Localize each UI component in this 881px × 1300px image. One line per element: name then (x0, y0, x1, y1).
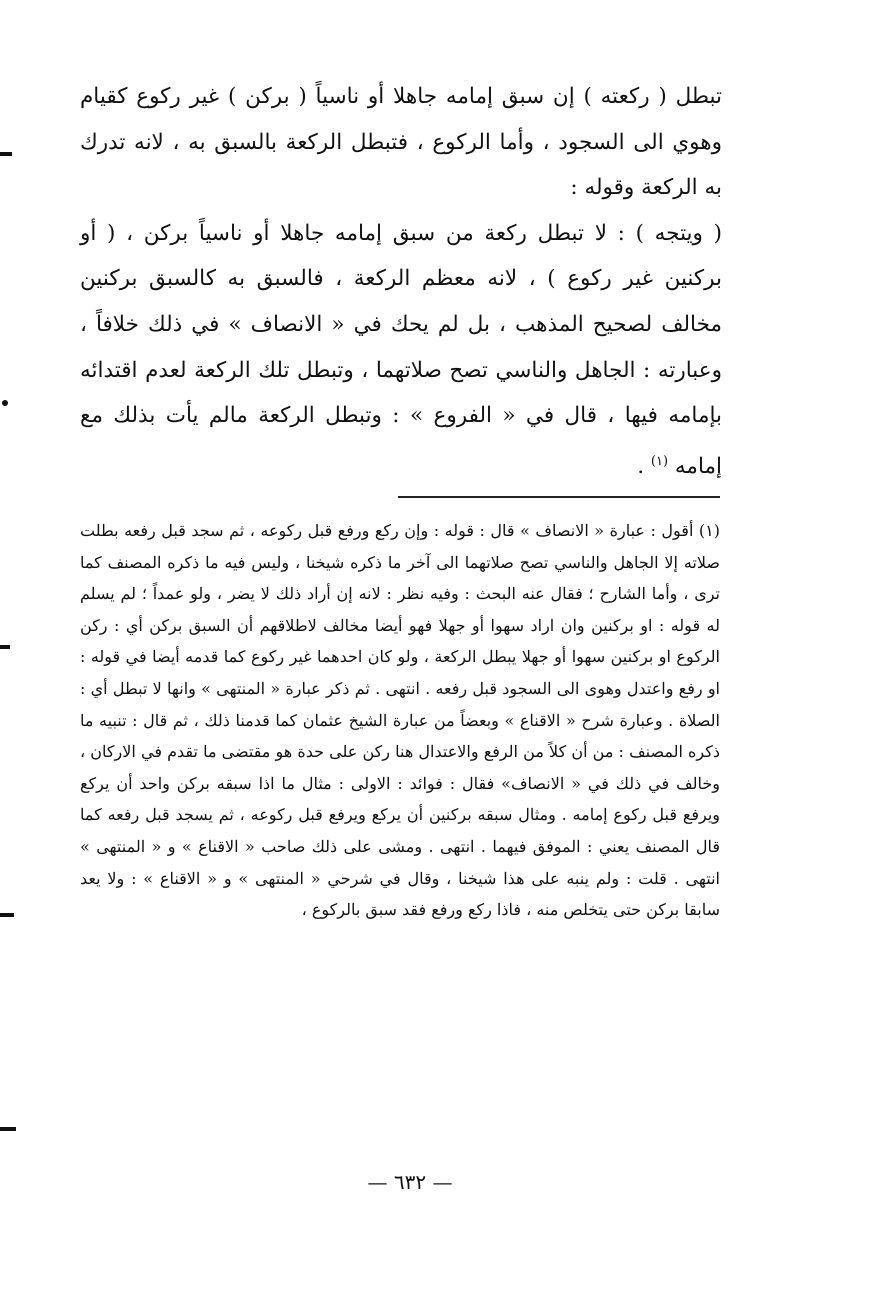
main-paragraph-2-text: ( ويتجه ) : لا تبطل ركعة من سبق إمامه جاهلا أو ناسياً بركن ، ( أو بركنين غير ركوع ) ، لانه معظم الركعة ، فالسبق به كالسبق بركنين مخالف لصحيح المذهب ، بل لم يحك في « الانصاف » في ذلك خلافاً ، وعبارته : الجاهل والناسي تصح صلاتهما ، وتبطل تلك الركعة لعدم اقتدائه بإمامه فيها ، قال في « الفروع » : وتبطل الركعة مالم يأت بذلك مع إمامه (80, 220, 722, 479)
margin-mark (0, 1127, 16, 1131)
margin-mark (0, 645, 10, 649)
margin-dot (2, 400, 8, 406)
main-paragraph-1: تبطل ( ركعته ) إن سبق إمامه جاهلا أو ناسياً ( بركن ) غير ركوع كقيام وهوي الى السجود ، وأما الركوع ، فتبطل الركعة بالسبق به ، لانه تدرك به الركعة وقوله : (80, 84, 722, 201)
paragraph-end-mark: . (637, 453, 645, 479)
page-number: — ٦٣٢ — (367, 1170, 453, 1194)
margin-mark (0, 152, 12, 156)
main-paragraph-2 (80, 211, 722, 490)
footnote-reference[interactable]: (١) (650, 453, 669, 469)
footnote-text: (١) أقول : عبارة « الانصاف » قال : قوله : وإن ركع ورفع قبل ركوعه ، ثم سجد قبل رفعه بطلت صلاته إلا الجاهل والناسي تصح صلاتهما الى آخر ما ذكره شيخنا ، وليس فيه ما ذكره المصنف كما ترى ، وأما الشارح ؛ فقال عنه البحث : وفيه نظر : لانه إن أراد ذلك لا يضر ، ولو عمداً ؛ لم يسلم له قوله : او بركنين وان اراد سهوا أو جهلا فهو أيضا مخالف لاطلاقهم أن السبق بركن أي : ركن الركوع او بركنين سهوا أو جهلا يبطل الركعة ، ولو كان احدهما غير ركوع كما قدمه أيضا في قوله : او رفع واعتدل وهوى الى السجود قبل رفعه . انتهى . ثم ذكر عبارة « المنتهى » وانها لا تبطل أي : الصلاة . وعبارة شرح « الاقناع » وبعضاً من عبارة الشيخ عثمان كما قدمنا ذلك ، ثم قال : تنبيه ما ذكره المصنف : من أن كلاً من الرفع والاعتدال هنا ركن على حدة هو مقتضى ما تقدم في الاركان ، وخالف في ذلك في « الانصاف» فقال : فوائد : الاولى : مثال ما اذا سبقه بركن واحد أن يركع ويرفع قبل ركوع إمامه . ومثال سبقه بركنين أن يركع ويرفع قبل ركوعه ، ثم يسجد قبل رفعه كما قال المصنف يعني : الموفق فيهما . انتهى . ومشى على ذلك صاحب « الاقناع » و « المنتهى » انتهى . قلت : ولم ينبه على هذا شيخنا ، وقال في شرحي « المنتهى » و « الاقناع » : ولا يعد سابقا بركن حتى يتخلص منه ، فاذا ركع ورفع فقد سبق بالركوع ، (80, 521, 721, 920)
margin-mark (0, 913, 14, 917)
footnote (80, 515, 720, 926)
main-text (80, 74, 722, 490)
footnote-separator (398, 496, 720, 498)
